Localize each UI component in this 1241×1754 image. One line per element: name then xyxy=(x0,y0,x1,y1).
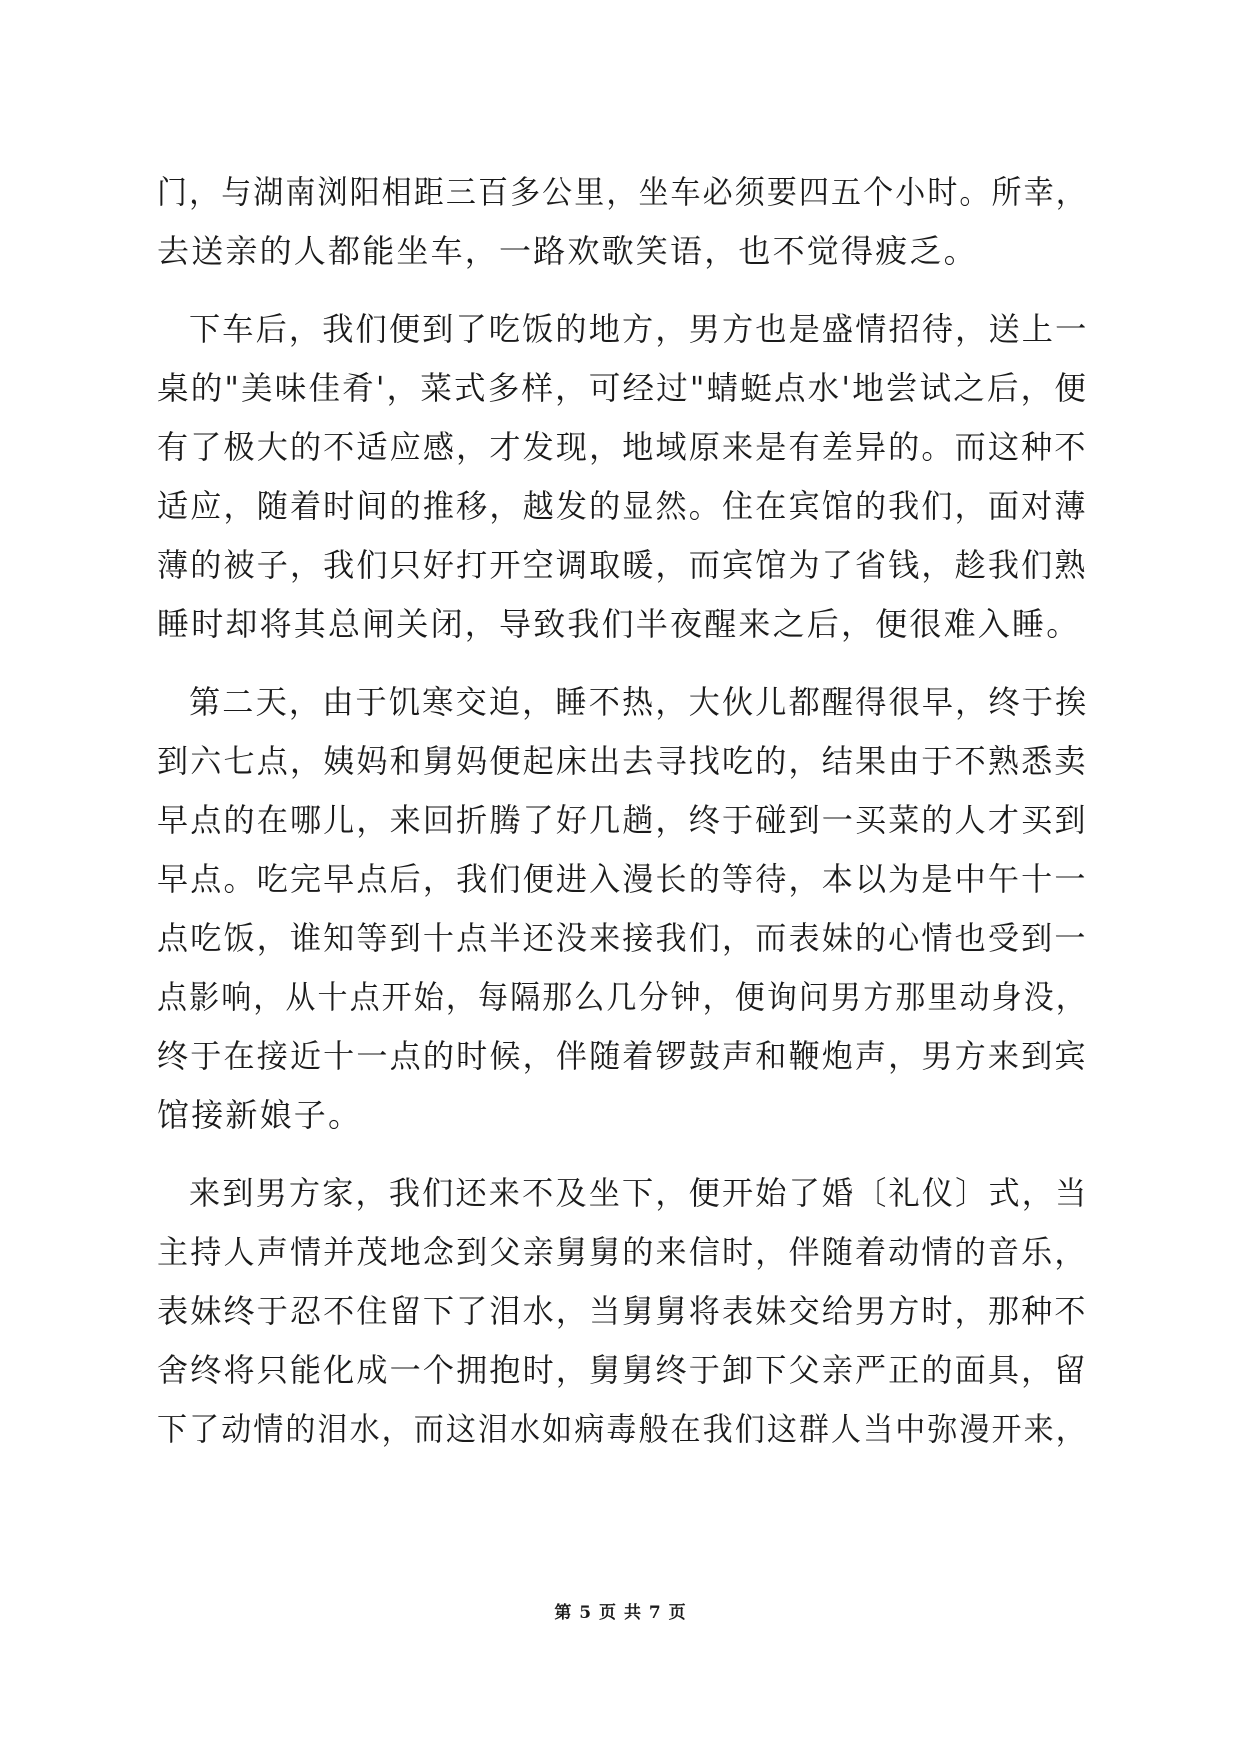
text-line: 早点的在哪儿，来回折腾了好几趟，终于碰到一买菜的人才买到 xyxy=(157,801,1088,839)
text-line: 表妹终于忍不住留下了泪水，当舅舅将表妹交给男方时，那种不 xyxy=(157,1292,1088,1330)
text-line: 有了极大的不适应感，才发现，地域原来是有差异的。而这种不 xyxy=(157,428,1088,466)
text-line: 去送亲的人都能坐车，一路欢歌笑语，也不觉得疲乏。 xyxy=(157,232,978,270)
text-line: 门，与湖南浏阳相距三百多公里，坐车必须要四五个小时。所幸， xyxy=(157,173,1088,211)
text-line: 终于在接近十一点的时候，伴随着锣鼓声和鞭炮声，男方来到宾 xyxy=(157,1037,1088,1075)
text-line: 下车后，我们便到了吃饭的地方，男方也是盛情招待，送上一 xyxy=(189,310,1089,348)
page-number-footer: 第 5 页 共 7 页 xyxy=(554,1603,687,1623)
text-line: 适应，随着时间的推移，越发的显然。住在宾馆的我们，面对薄 xyxy=(157,487,1088,525)
text-line: 桌的"美味佳肴'，菜式多样，可经过"蜻蜓点水'地尝试之后，便 xyxy=(157,369,1089,407)
text-line: 到六七点，姨妈和舅妈便起床出去寻找吃的，结果由于不熟悉卖 xyxy=(157,742,1088,780)
text-line: 第二天，由于饥寒交迫，睡不热，大伙儿都醒得很早，终于挨 xyxy=(189,683,1089,721)
text-line: 点影响，从十点开始，每隔那么几分钟，便询问男方那里动身没， xyxy=(157,978,1088,1016)
text-line: 主持人声情并茂地念到父亲舅舅的来信时，伴随着动情的音乐， xyxy=(157,1233,1088,1271)
text-line: 点吃饭，谁知等到十点半还没来接我们，而表妹的心情也受到一 xyxy=(157,919,1088,957)
text-line: 来到男方家，我们还来不及坐下，便开始了婚〔礼仪〕式，当 xyxy=(189,1174,1089,1212)
text-line: 馆接新娘子。 xyxy=(157,1096,363,1134)
text-line: 睡时却将其总闸关闭，导致我们半夜醒来之后，便很难入睡。 xyxy=(157,605,1081,643)
text-line: 薄的被子，我们只好打开空调取暖，而宾馆为了省钱，趁我们熟 xyxy=(157,546,1088,584)
text-line: 舍终将只能化成一个拥抱时，舅舅终于卸下父亲严正的面具，留 xyxy=(157,1351,1088,1389)
text-line: 早点。吃完早点后，我们便进入漫长的等待，本以为是中午十一 xyxy=(157,860,1088,898)
text-line: 下了动情的泪水，而这泪水如病毒般在我们这群人当中弥漫开来， xyxy=(157,1410,1088,1448)
